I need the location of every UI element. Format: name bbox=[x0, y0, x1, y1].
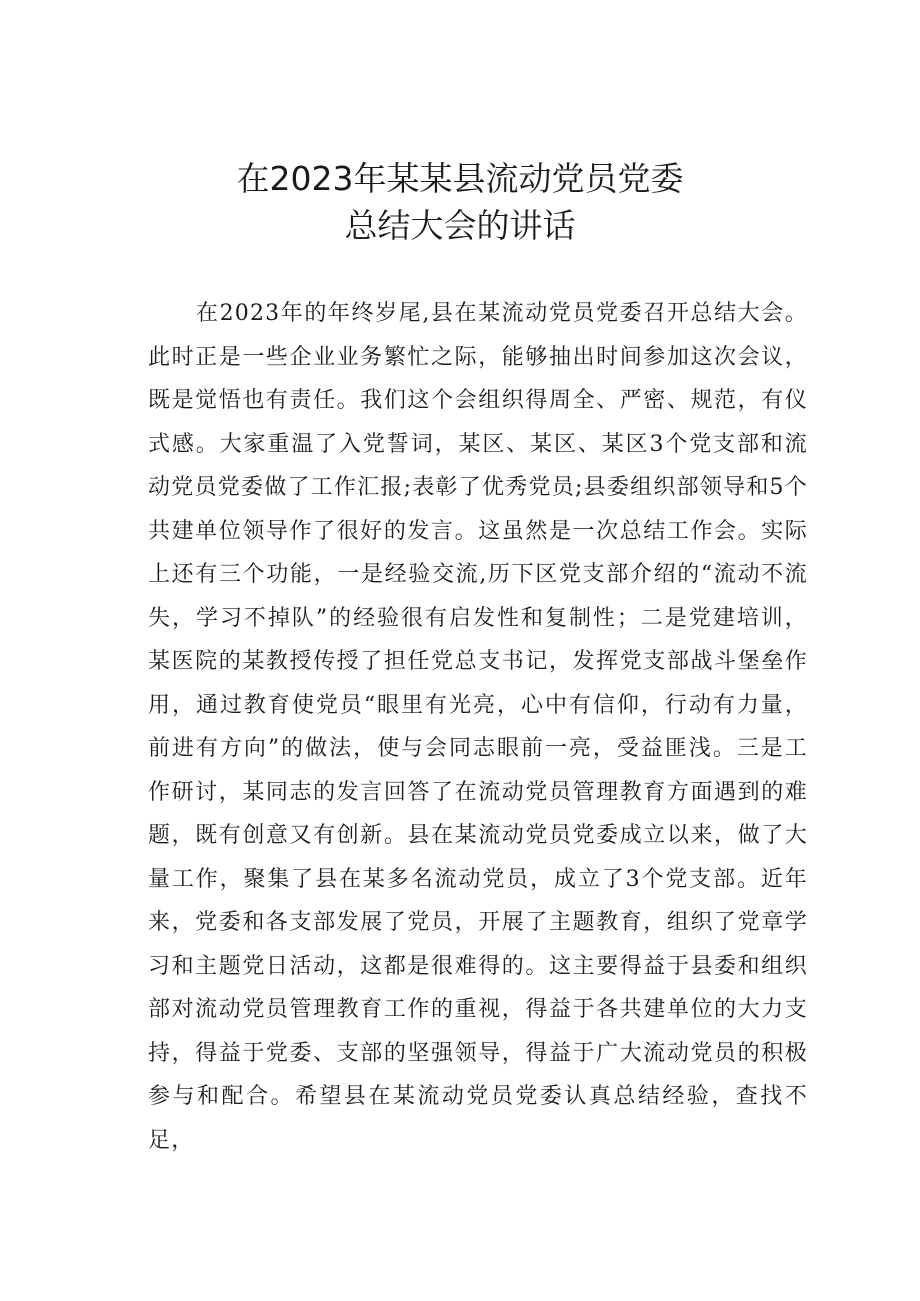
title-line-2: 总结大会的讲话 bbox=[344, 206, 576, 245]
body-paragraph: 在2023年的年终岁尾,县在某流动党员党委召开总结大会。此时正是一些企业业务繁忙之际，能够抽出时间参加这次会议，既是觉悟也有责任。我们这个会组织得周全、严密、规范，有仪式感。大家重温了入党誓词，某区、某区、某区3个党支部和流动党员党委做了工作汇报;表彰了优秀党员;县委组织部领导和5个共建单位领导作了很好的发言。这虽然是一次总结工作会。实际上还有三个功能，一是经验交流,历下区党支部介绍的“流动不流失，学习不掉队”的经验很有启发性和复制性；二是党建培训，某医院的某教授传授了担任党总支书记，发挥党支部战斗堡垒作用，通过教育使党员“眼里有光亮，心中有信仰，行动有力量，前进有方向”的做法，使与会同志眼前一亮，受益匪浅。三是工作研讨，某同志的发言回答了在流动党员管理教育方面遇到的难题，既有创意又有创新。县在某流动党员党委成立以来，做了大量工作，聚集了县在某多名流动党员，成立了3个党支部。近年来，党委和各支部发展了党员，开展了主题教育，组织了党章学习和主题党日活动，这都是很难得的。这主要得益于县委和组织部对流动党员管理教育工作的重视，得益于各共建单位的大力支持，得益于党委、支部的坚强领导，得益于广大流动党员的积极参与和配合。希望县在某流动党员党委认真总结经验，查找不足， bbox=[148, 301, 808, 1153]
document-title bbox=[0, 155, 920, 249]
title-line-1: 在2023年某某县流动党员党委 bbox=[236, 159, 684, 198]
